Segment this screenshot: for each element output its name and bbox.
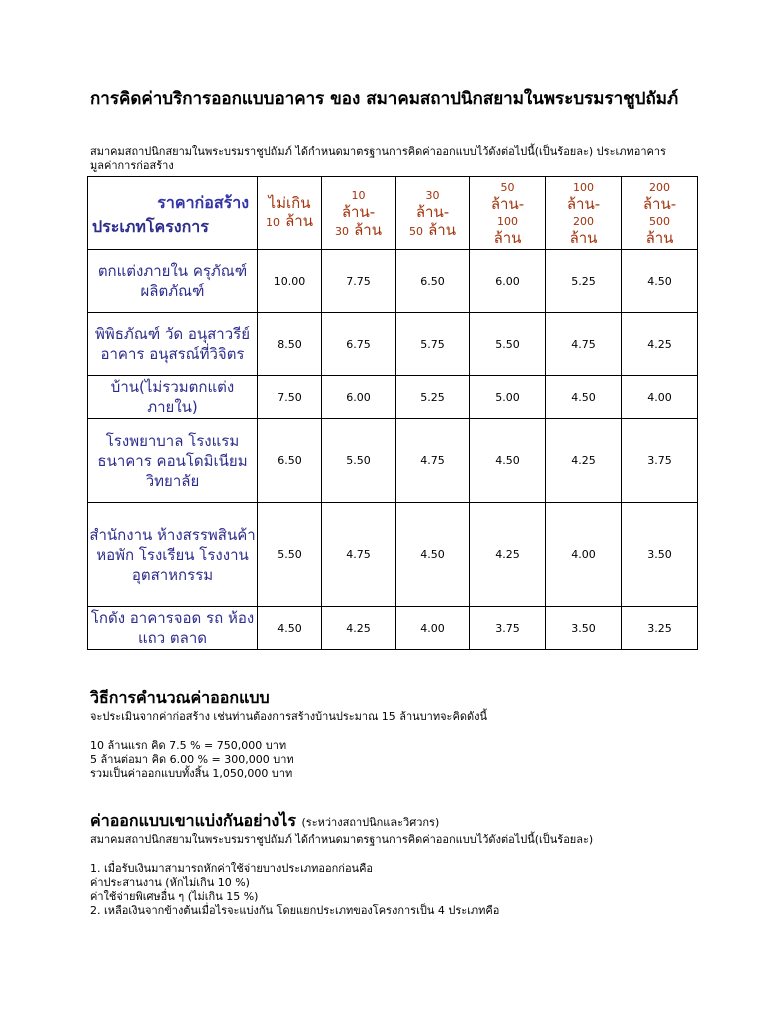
- table-cell: 3.50: [622, 503, 698, 607]
- table-row: [88, 419, 698, 503]
- row-label: พิพิธภัณฑ์ วัด อนุสาวรีย์ อาคาร อนุสรณ์ที่วิจิตร: [88, 313, 258, 376]
- table-row: [88, 250, 698, 313]
- split-intro: สมาคมสถาปนิกสยามในพระบรมราชูปถัมภ์ ได้กำหนดมาตรฐานการคิดค่าออกแบบไว้ดังต่อไปนี้(เป็นร้อยละ): [90, 833, 594, 846]
- table-cell: 7.50: [258, 376, 322, 419]
- table-cell: 4.50: [470, 419, 546, 503]
- calc-line: 10 ล้านแรก คิด 7.5 % = 750,000 บาท: [90, 739, 287, 752]
- fee-table: [87, 176, 698, 650]
- table-cell: 4.75: [396, 419, 470, 503]
- table-cell: 4.50: [622, 250, 698, 313]
- split-title-note: (ระหว่างสถาปนิกและวิศวกร): [301, 816, 440, 829]
- calc-line: 5 ล้านต่อมา คิด 6.00 % = 300,000 บาท: [90, 753, 294, 766]
- table-cell: 6.50: [258, 419, 322, 503]
- table-cell: 6.75: [322, 313, 396, 376]
- table-row: [88, 313, 698, 376]
- row-label: สำนักงาน ห้างสรรพสินค้า หอพัก โรงเรียน โรงงาน อุตสาหกรรม: [88, 503, 258, 607]
- table-cell: 4.50: [396, 503, 470, 607]
- table-row: [88, 607, 698, 650]
- table-cell: 4.75: [546, 313, 622, 376]
- range-header: 200 ล้าน- 500 ล้าน: [622, 177, 698, 250]
- table-cell: 10.00: [258, 250, 322, 313]
- table-cell: 4.25: [546, 419, 622, 503]
- table-cell: 4.50: [546, 376, 622, 419]
- table-cell: 5.75: [396, 313, 470, 376]
- table-cell: 4.25: [470, 503, 546, 607]
- table-cell: 3.25: [622, 607, 698, 650]
- table-cell: 7.75: [322, 250, 396, 313]
- corner-header-cell: [88, 177, 258, 250]
- table-cell: 4.25: [322, 607, 396, 650]
- table-cell: 4.50: [258, 607, 322, 650]
- table-cell: 6.50: [396, 250, 470, 313]
- calc-intro: จะประเมินจากค่าก่อสร้าง เช่นท่านต้องการสร้างบ้านประมาณ 15 ล้านบาทจะคิดดังนี้: [90, 710, 487, 723]
- corner-price-label: ราคาก่อสร้าง: [157, 193, 249, 212]
- table-cell: 4.25: [622, 313, 698, 376]
- table-row: [88, 376, 698, 419]
- table-cell: 4.00: [546, 503, 622, 607]
- split-line: ค่าใช้จ่ายพิเศษอื่น ๆ (ไม่เกิน 15 %): [90, 890, 259, 903]
- calc-section-title: วิธีการคำนวณค่าออกแบบ: [90, 688, 270, 707]
- row-label: ตกแต่งภายใน ครุภัณฑ์ ผลิตภัณฑ์: [88, 250, 258, 313]
- split-section-title: [90, 811, 439, 833]
- calc-total: รวมเป็นค่าออกแบบทั้งสิ้น 1,050,000 บาท: [90, 767, 293, 780]
- range-header: 50 ล้าน- 100 ล้าน: [470, 177, 546, 250]
- table-cell: 3.75: [470, 607, 546, 650]
- intro-text: สมาคมสถาปนิกสยามในพระบรมราชูปถัมภ์ ได้กำหนดมาตรฐานการคิดค่าออกแบบไว้ดังต่อไปนี้(เป็นร้อยละ) ประเภทอาคาร มูลค่าการก่อสร้าง: [90, 145, 666, 172]
- table-cell: 4.00: [622, 376, 698, 419]
- range-header: 100 ล้าน- 200 ล้าน: [546, 177, 622, 250]
- split-line: 2. เหลือเงินจากข้างต้นเมื่อไรจะแบ่งกัน โดยแยกประเภทของโครงการเป็น 4 ประเภทคือ: [90, 904, 500, 917]
- table-cell: 5.50: [258, 503, 322, 607]
- table-row: [88, 503, 698, 607]
- table-cell: 6.00: [322, 376, 396, 419]
- table-cell: 3.50: [546, 607, 622, 650]
- range-header: ไม่เกิน 10 ล้าน: [258, 177, 322, 250]
- row-label: โรงพยาบาล โรงแรม ธนาคาร คอนโดมิเนียม วิทยาลัย: [88, 419, 258, 503]
- range-header: 10 ล้าน- 30 ล้าน: [322, 177, 396, 250]
- split-line: 1. เมื่อรับเงินมาสามารถหักค่าใช้จ่ายบางประเภทออกก่อนคือ: [90, 862, 374, 875]
- range-header: 30 ล้าน- 50 ล้าน: [396, 177, 470, 250]
- row-label: โกดัง อาคารจอด รถ ห้องแถว ตลาด: [88, 607, 258, 650]
- page-title: การคิดค่าบริการออกแบบอาคาร ของ สมาคมสถาปนิกสยามในพระบรมราชูปถัมภ์: [90, 89, 679, 109]
- table-cell: 6.00: [470, 250, 546, 313]
- table-cell: 5.50: [470, 313, 546, 376]
- table-cell: 3.75: [622, 419, 698, 503]
- table-cell: 5.25: [546, 250, 622, 313]
- table-cell: 5.00: [470, 376, 546, 419]
- split-title-text: ค่าออกแบบเขาแบ่งกันอย่างไร: [90, 811, 296, 830]
- table-cell: 4.00: [396, 607, 470, 650]
- table-header-row: [88, 177, 698, 250]
- corner-type-label: ประเภทโครงการ: [92, 217, 209, 236]
- table-cell: 5.50: [322, 419, 396, 503]
- row-label: บ้าน(ไม่รวมตกแต่ง ภายใน): [88, 376, 258, 419]
- table-cell: 4.75: [322, 503, 396, 607]
- table-cell: 8.50: [258, 313, 322, 376]
- split-line: ค่าประสานงาน (หักไม่เกิน 10 %): [90, 876, 250, 889]
- table-cell: 5.25: [396, 376, 470, 419]
